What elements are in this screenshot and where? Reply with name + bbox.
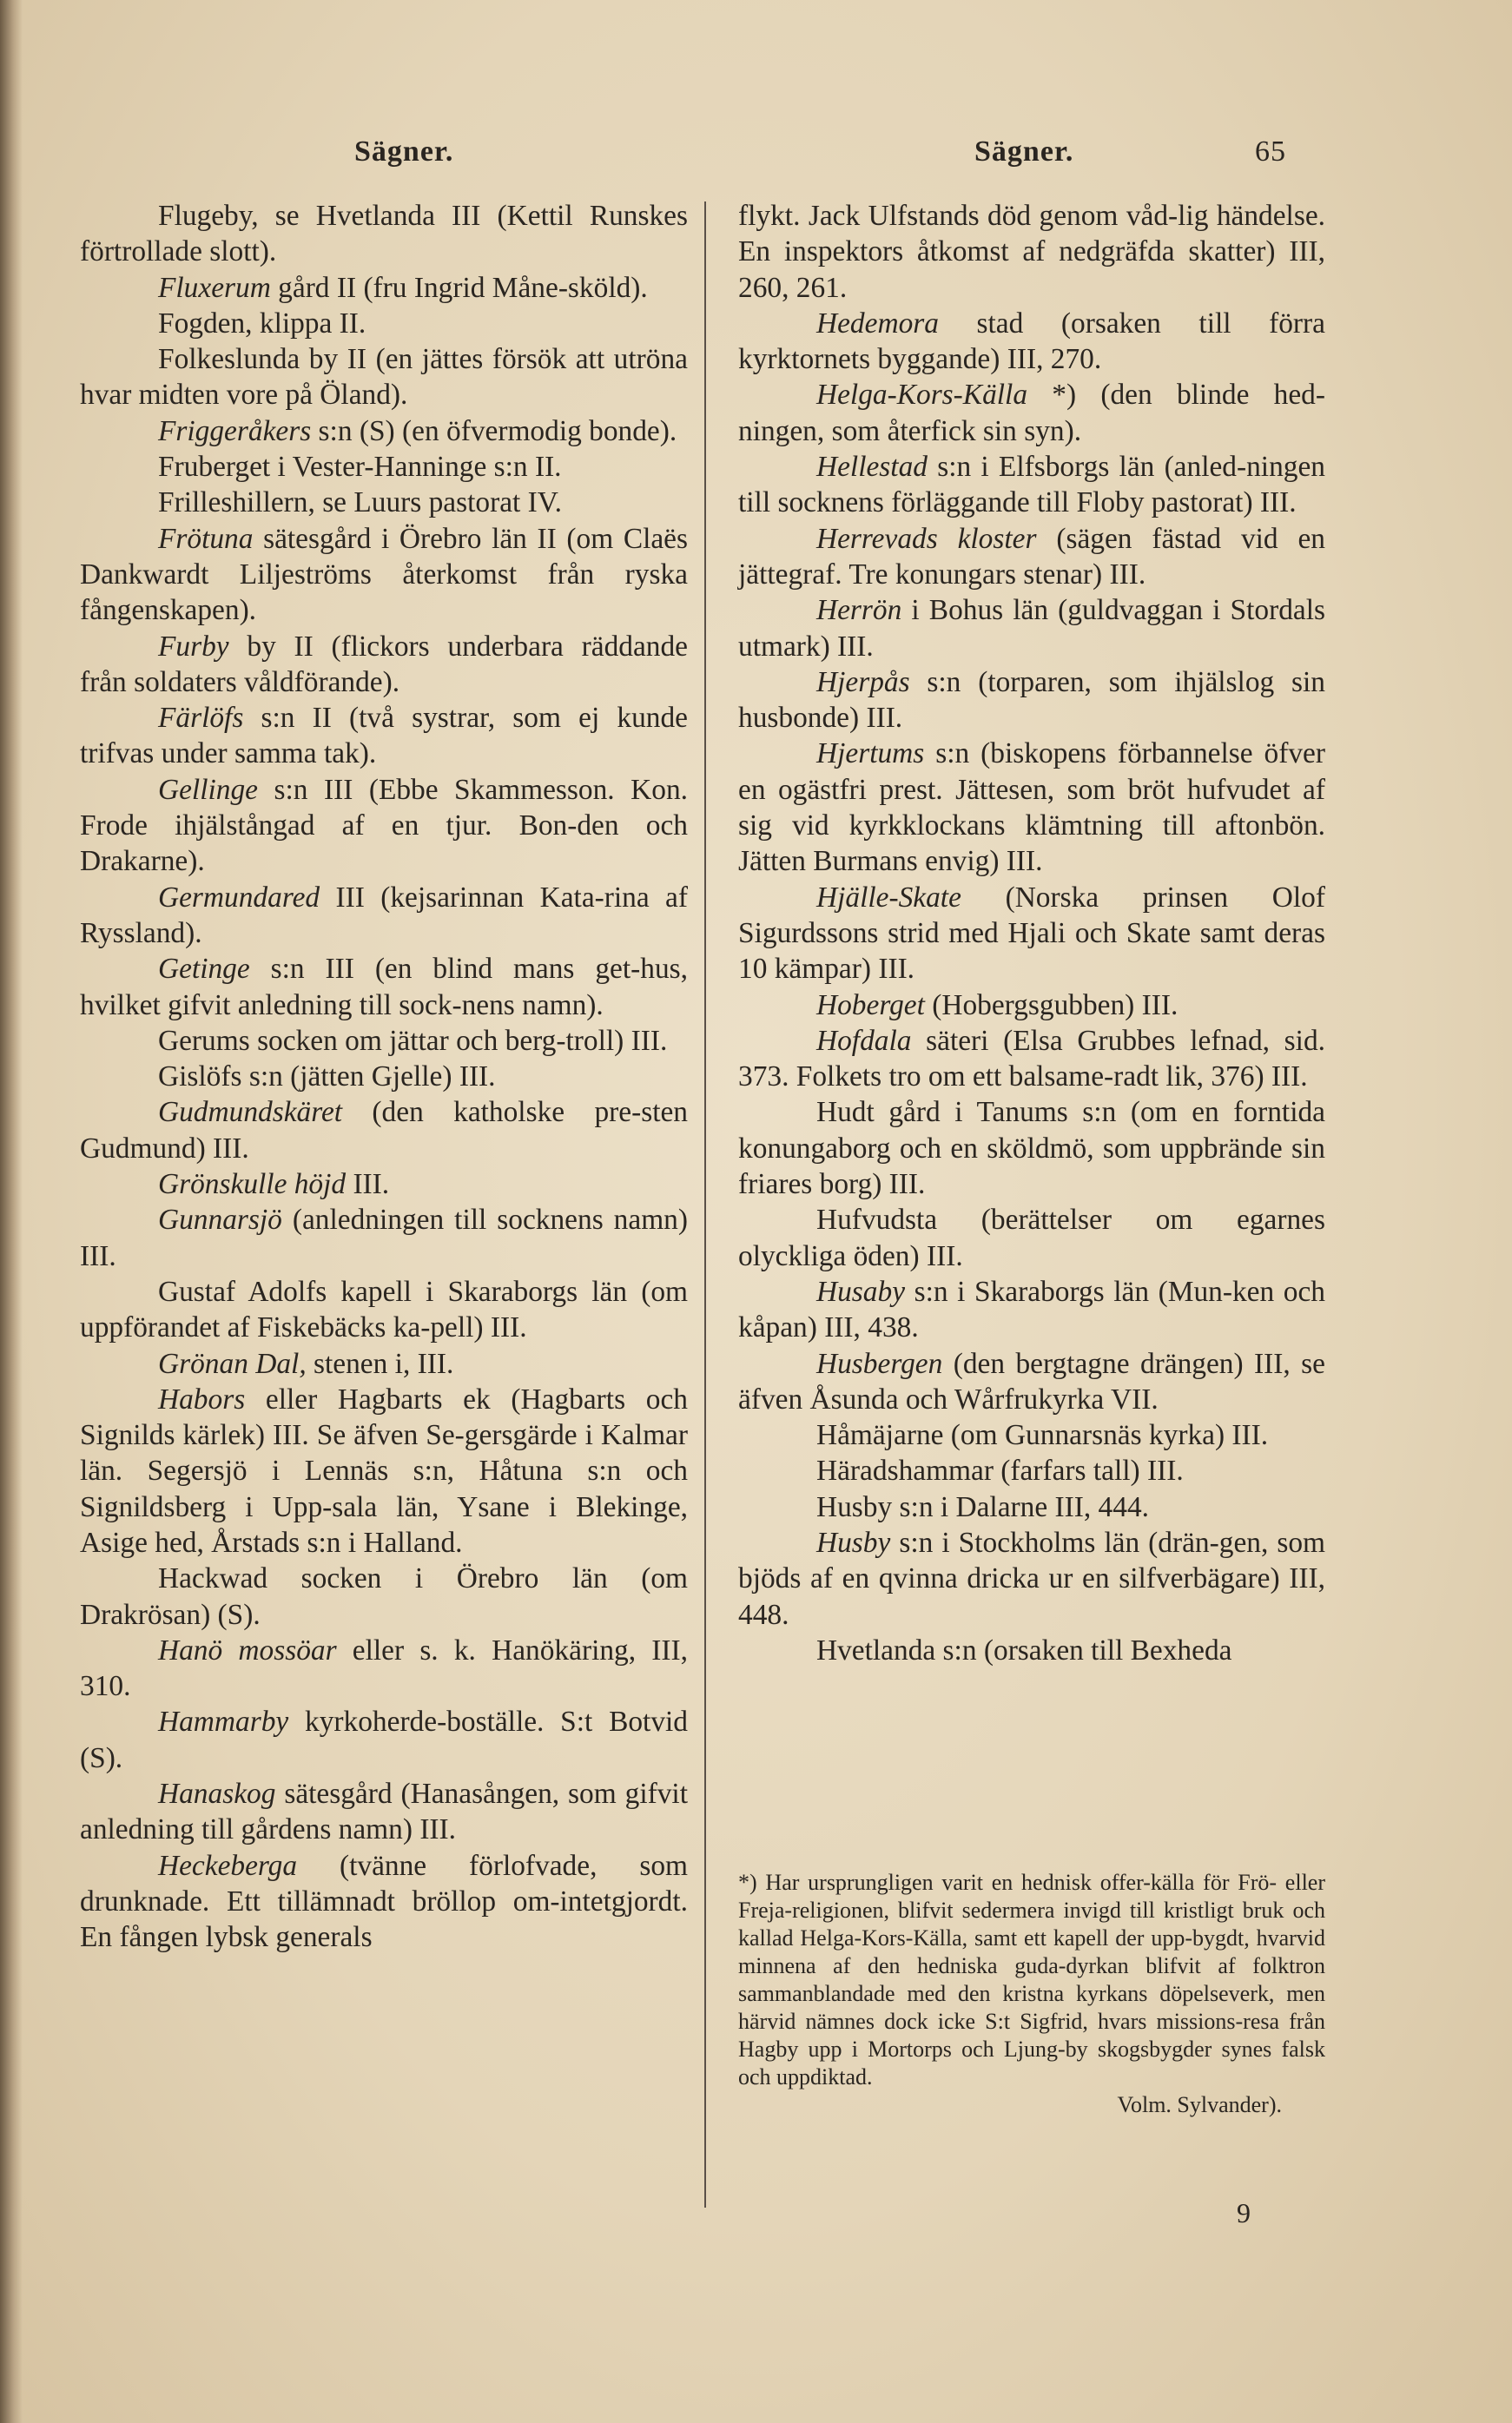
left-column xyxy=(80,198,688,1956)
index-entry xyxy=(738,1489,1325,1525)
entry-text: Gislöfs s:n (jätten Gjelle) III. xyxy=(158,1060,496,1093)
entry-text: s:n (S) (en öfvermodig bonde). xyxy=(311,414,677,447)
entry-text: s:n i Elfsborgs län (anled-ningen till socknens förläggande till Floby pastorat) III. xyxy=(738,451,1325,519)
entry-headword: Gunnarsjö xyxy=(158,1204,282,1237)
index-entry xyxy=(80,1346,688,1382)
index-entry xyxy=(738,1023,1325,1095)
entry-headword: Gellinge xyxy=(158,773,258,806)
entry-text: Flugeby, se Hvetlanda III (Kettil Runskes förtrollade slott). xyxy=(80,200,688,268)
entry-headword: Getinge xyxy=(158,953,250,986)
index-entry xyxy=(80,1561,688,1633)
index-entry xyxy=(80,521,688,629)
index-entry xyxy=(738,592,1325,664)
entry-headword: Herrön xyxy=(816,594,902,627)
entry-headword: Germundared xyxy=(158,881,320,914)
index-entry xyxy=(738,377,1325,449)
entry-headword: Färlöfs xyxy=(158,702,244,735)
entry-text: flykt. Jack Ulfstands död genom våd-lig händelse. En inspektors åtkomst af nedgräfda skatter) III, 260, 261. xyxy=(738,200,1325,304)
entry-text: (den bergtagne drängen) III, se äfven Åsunda och Wårfrukyrka VII. xyxy=(738,1347,1325,1416)
entry-text: *) (den blinde hed-ningen, som återfick sin syn). xyxy=(738,379,1325,447)
index-entry xyxy=(80,1274,688,1346)
footnote-text: *) Har ursprungligen varit en hednisk offer-källa för Frö- eller Freja-religionen, blifvit sedermera invigd till kristligt bruk och kallad Helga-Kors-Källa, samt ett kapell der upp-bygdt, hvarvid minnena af den hedniska guda-dyrkan blifvit af folktron sammanblandade med den kristna kyrkans döpelseverk, men härvid nämnes dock icke S:t Sigfrid, hvars missions-resa från Hagby upp i Mortorps och Ljung-by skogsbygder synes falsk och uppdiktad. xyxy=(738,1870,1325,2090)
index-entry xyxy=(80,485,688,520)
footnote-signature: Volm. Sylvander). xyxy=(1117,2092,1282,2117)
entry-text: s:n II (två systrar, som ej kunde trifvas under samma tak). xyxy=(80,702,688,770)
entry-text: Folkeslunda by II (en jättes försök att utröna hvar midten vore på Öland). xyxy=(80,343,688,412)
entry-text: Hackwad socken i Örebro län (om Drakrösan) (S). xyxy=(80,1562,688,1631)
running-head-left: Sägner. xyxy=(354,135,454,168)
entry-text: Gustaf Adolfs kapell i Skaraborgs län (om uppförandet af Fiskebäcks ka-pell) III. xyxy=(80,1275,688,1344)
entry-text: Gerums socken om jättar och berg-troll) III. xyxy=(158,1024,668,1057)
index-entry xyxy=(80,880,688,952)
entry-headword: Hjerpås xyxy=(816,665,910,698)
footnote xyxy=(738,1869,1325,2119)
index-entry xyxy=(738,736,1325,879)
entry-headword: Husby xyxy=(816,1526,891,1559)
entry-text: Hudt gård i Tanums s:n (om en forntida konungaborg och en sköldmö, som uppbrände sin friares borg) III. xyxy=(738,1096,1325,1201)
index-entry xyxy=(738,1274,1325,1346)
column-divider xyxy=(704,201,706,2208)
index-entry xyxy=(80,341,688,413)
entry-headword: Hanö mossöar xyxy=(158,1634,337,1667)
entry-text: gård II (fru Ingrid Måne-sköld). xyxy=(270,271,648,304)
entry-text: Fruberget i Vester-Hanninge s:n II. xyxy=(158,451,562,484)
index-entry xyxy=(80,1202,688,1274)
index-entry xyxy=(80,1023,688,1059)
index-entry xyxy=(80,1059,688,1094)
entry-headword: Hoberget xyxy=(816,988,925,1021)
entry-headword: Helga-Kors-Källa xyxy=(816,379,1028,412)
entry-headword: Furby xyxy=(158,630,229,663)
entry-headword: Hanaskog xyxy=(158,1778,276,1811)
index-entry xyxy=(738,1525,1325,1633)
entry-text: s:n III (en blind mans get-hus, hvilket gifvit anledning till sock-nens namn). xyxy=(80,953,688,1021)
entry-text: (Norska prinsen Olof Sigurdssons strid med Hjali och Skate samt deras 10 kämpar) III. xyxy=(738,881,1325,986)
entry-text: (den katholske pre-sten Gudmund) III. xyxy=(80,1096,688,1165)
index-entry xyxy=(80,629,688,701)
entry-headword: Husbergen xyxy=(816,1347,943,1380)
index-entry xyxy=(80,1848,688,1956)
entry-headword: Hellestad xyxy=(816,451,928,484)
entry-text: s:n (torparen, som ihjälslog sin husbonde) III. xyxy=(738,665,1325,735)
index-entry xyxy=(738,1417,1325,1453)
entry-headword: Fluxerum xyxy=(158,271,271,304)
index-entry xyxy=(80,951,688,1023)
entry-text: III. xyxy=(346,1168,390,1201)
running-head-right: Sägner. xyxy=(974,135,1074,168)
entry-text: s:n i Skaraborgs län (Mun-ken och kåpan) III, 438. xyxy=(738,1275,1325,1344)
entry-headword: Frötuna xyxy=(158,522,254,555)
entry-text: s:n i Stockholms län (drän-gen, som bjöds af en qvinna dricka ur en silfverbägare) III, 448. xyxy=(738,1526,1325,1631)
index-entry xyxy=(738,1094,1325,1202)
entry-text: by II (flickors underbara räddande från soldaters våldförande). xyxy=(80,630,688,698)
index-entry xyxy=(80,1382,688,1561)
index-entry xyxy=(80,1166,688,1202)
entry-headword: Heckeberga xyxy=(158,1849,298,1882)
index-entry xyxy=(738,449,1325,521)
index-entry xyxy=(80,1633,688,1705)
entry-text: s:n III (Ebbe Skammesson. Kon. Frode ihjälstångad af en tjur. Bon-den och Drakarne). xyxy=(80,773,688,878)
entry-text: Håmäjarne (om Gunnarsnäs kyrka) III. xyxy=(816,1419,1269,1452)
signature-mark: 9 xyxy=(1237,2197,1251,2228)
entry-text: stenen i, III. xyxy=(306,1347,454,1380)
index-entry xyxy=(80,198,688,270)
entry-text: Frilleshillern, se Luurs pastorat IV. xyxy=(158,486,562,519)
page-number: 65 xyxy=(1255,135,1286,168)
entry-headword: Hedemora xyxy=(816,307,939,340)
entry-text: eller s. k. Hanökäring, III, 310. xyxy=(80,1634,688,1703)
index-entry xyxy=(738,306,1325,378)
index-entry xyxy=(738,1346,1325,1418)
entry-headword: Hjertums xyxy=(816,737,925,770)
entry-headword: Grönan Dal, xyxy=(158,1347,307,1380)
index-entry xyxy=(80,449,688,485)
index-entry xyxy=(80,1776,688,1848)
entry-headword: Hofdala xyxy=(816,1024,912,1057)
entry-headword: Hjälle-Skate xyxy=(816,881,961,914)
entry-text: III (kejsarinnan Kata-rina af Ryssland). xyxy=(80,881,688,949)
index-entry xyxy=(738,198,1325,306)
index-entry xyxy=(738,1202,1325,1274)
index-entry xyxy=(80,1094,688,1166)
entry-text: Hufvudsta (berättelser om egarnes olyckliga öden) III. xyxy=(738,1204,1325,1272)
right-column xyxy=(738,198,1325,1668)
index-entry xyxy=(738,1633,1325,1668)
entry-headword: Gudmundskäret xyxy=(158,1096,343,1129)
entry-text: Hvetlanda s:n (orsaken till Bexheda xyxy=(816,1634,1232,1667)
index-entry xyxy=(738,1453,1325,1489)
index-entry xyxy=(738,521,1325,593)
entry-headword: Habors xyxy=(158,1383,246,1416)
entry-text: i Bohus län (guldvaggan i Stordals utmark) III. xyxy=(738,594,1325,663)
entry-text: sätesgård (Hanasången, som gifvit anledning till gårdens namn) III. xyxy=(80,1778,688,1846)
page-binding-edge xyxy=(0,0,23,2423)
entry-text: kyrkoherde-boställe. S:t Botvid (S). xyxy=(80,1706,688,1774)
entry-text: (sägen fästad vid en jättegraf. Tre konungars stenar) III. xyxy=(738,522,1326,591)
index-entry xyxy=(80,413,688,449)
entry-text: (anledningen till socknens namn) III. xyxy=(80,1204,688,1272)
index-entry xyxy=(738,664,1325,736)
index-entry xyxy=(80,772,688,880)
entry-text: sätesgård i Örebro län II (om Claës Dankwardt Liljeströms återkomst från ryska fångenskapen). xyxy=(80,522,688,627)
entry-text: Husby s:n i Dalarne III, 444. xyxy=(816,1490,1149,1523)
entry-headword: Grönskulle höjd xyxy=(158,1168,347,1201)
entry-text: eller Hagbarts ek (Hagbarts och Signilds kärlek) III. Se äfven Se-gersgärde i Kalmar län. Segersjö i Lennäs s:n, Håtuna s:n och Signildsberg i Upp-sala län, Ysane i Blekinge, Asige hed, Årstads s:n i Halland. xyxy=(80,1383,688,1559)
index-entry xyxy=(80,270,688,306)
entry-text: Häradshammar (farfars tall) III. xyxy=(816,1455,1184,1488)
entry-text: s:n (biskopens förbannelse öfver en ogästfri prest. Jättesen, som bröt hufvudet af sig vid kyrkklockans klämtning till aftonbön. Jätten Burmans envig) III. xyxy=(738,737,1325,878)
entry-headword: Hammarby xyxy=(158,1706,289,1739)
entry-text: säteri (Elsa Grubbes lefnad, sid. 373. Folkets tro om ett balsame-radt lik, 376) III. xyxy=(738,1024,1325,1093)
index-entry xyxy=(80,306,688,341)
entry-headword: Friggeråkers xyxy=(158,414,312,447)
entry-text: Fogden, klippa II. xyxy=(158,307,366,340)
entry-text: stad (orsaken till förra kyrktornets byggande) III, 270. xyxy=(738,307,1325,376)
entry-headword: Herrevads kloster xyxy=(816,522,1037,555)
index-entry xyxy=(80,700,688,772)
index-entry xyxy=(738,987,1325,1023)
index-entry xyxy=(738,880,1325,987)
entry-text: (tvänne förlofvade, som drunknade. Ett tillämnadt bröllop om-intetgjordt. En fången lybsk generals xyxy=(80,1849,688,1954)
index-entry xyxy=(80,1704,688,1776)
entry-text: (Hobergsgubben) III. xyxy=(924,988,1179,1021)
entry-headword: Husaby xyxy=(816,1275,906,1308)
